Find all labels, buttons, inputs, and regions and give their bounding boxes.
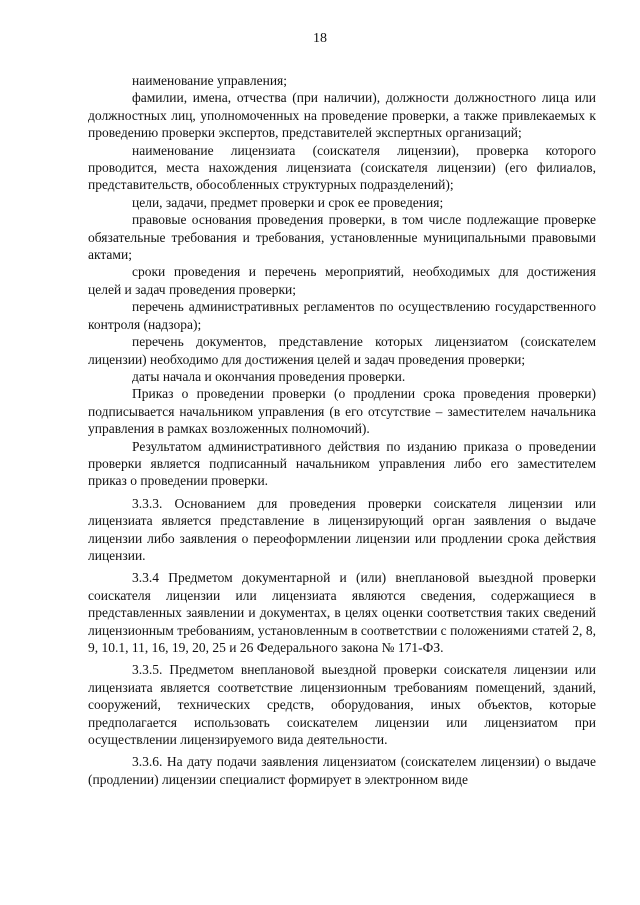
paragraph-order-signing: Приказ о проведении проверки (о продлении срока проведения проверки) подписывается начальником управления (в его отсутствие – заместителем начальника управления в рамках возложенных полномочий).	[88, 386, 596, 437]
page-number: 18	[313, 31, 327, 46]
paragraph-documents-list: перечень документов, представление которых лицензиатом (соискателем лицензии) необходимо для достижения целей и задач проведения проверки;	[88, 334, 596, 367]
paragraph-licensee-name: наименование лицензиата (соискателя лицензии), проверка которого проводится, места нахождения лицензиата (соискателя лицензии) (его филиалов, представительств, обособленных структурных подразделений);	[88, 142, 596, 193]
paragraph-3-3-3: 3.3.3. Основанием для проведения проверки соискателя лицензии или лицензиата является представление в лицензирующий орган заявления о выдаче лицензии либо заявления о переоформлении лицензии или продлении срока действия лицензии.	[88, 495, 596, 563]
paragraph-3-3-5: 3.3.5. Предметом внеплановой выездной проверки соискателя лицензии или лицензиата является соответствие лицензионным требованиям помещений, зданий, сооружений, технических средств, оборудования, иных объектов, которые предполагается использовать соискателем лицензии или лицензиатом при осуществлении лицензируемого вида деятельности.	[88, 662, 596, 748]
paragraph-dates: даты начала и окончания проведения проверки.	[132, 368, 406, 384]
paragraph-regulations: перечень административных регламентов по осуществлению государственного контроля (надзора);	[88, 299, 596, 332]
paragraph-legal-grounds: правовые основания проведения проверки, в том числе подлежащие проверке обязательные требования и требования, установленные муниципальными правовыми актами;	[88, 212, 596, 263]
paragraph-3-3-6: 3.3.6. На дату подачи заявления лицензиатом (соискателем лицензии) о выдаче (продлении) лицензии специалист формирует в электронном виде	[88, 754, 596, 787]
paragraph-terms: сроки проведения и перечень мероприятий, необходимых для достижения целей и задач проведения проверки;	[88, 264, 596, 297]
paragraph-management-name: наименование управления;	[132, 73, 288, 88]
paragraph-officials: фамилии, имена, отчества (при наличии), должности должностного лица или должностных лиц, уполномоченных на проведение проверки, а также привлекаемых к проведению проверки экспертов, представителей экспертных организаций;	[88, 90, 596, 141]
paragraph-3-3-4: 3.3.4 Предметом документарной и (или) внеплановой выездной проверки соискателя лицензии или лицензиата являются сведения, содержащиеся в представленных заявлении и документах, в целях оценки соответствия таких сведений лицензионным требованиям, установленным в соответствии с положениями статей 2, 8, 9, 10.1, 11, 16, 19, 20, 25 и 26 Федерального закона № 171-ФЗ.	[88, 570, 596, 655]
paragraph-result: Результатом административного действия по изданию приказа о проведении проверки является подписанный начальником управления либо его заместителем приказ о проведении проверки.	[88, 438, 596, 489]
document-body	[88, 72, 596, 788]
paragraph-goals: цели, задачи, предмет проверки и срок ее проведения;	[132, 194, 444, 210]
